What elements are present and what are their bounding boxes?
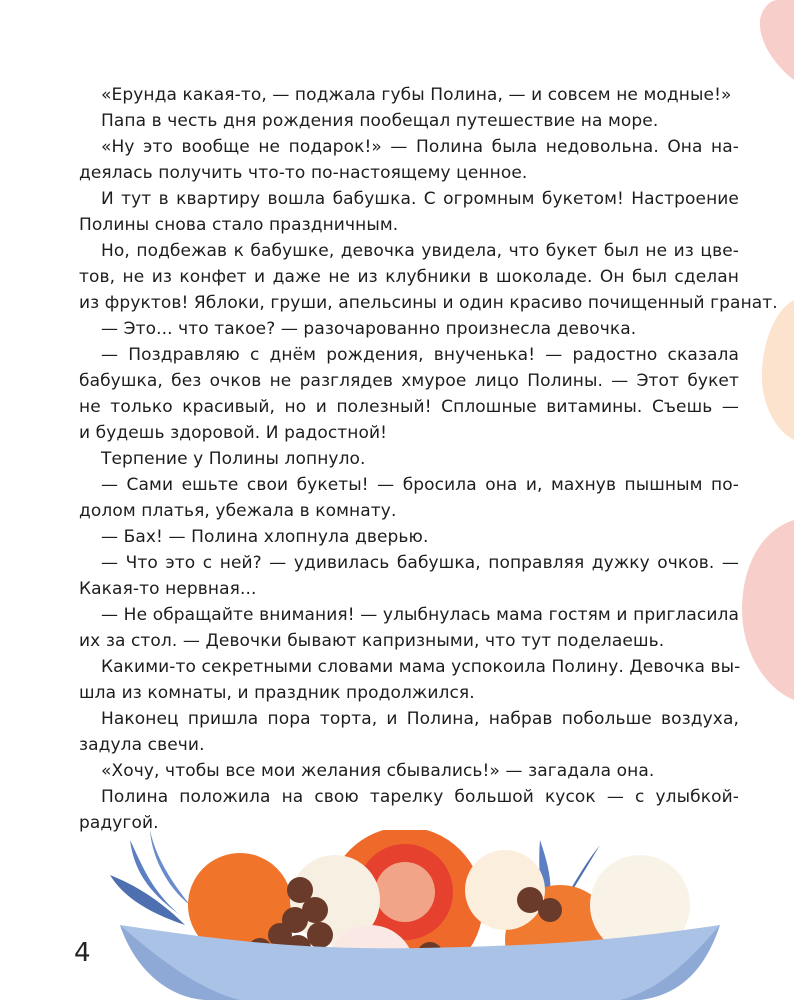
text-line: шла из комнаты, и праздник продолжился. bbox=[79, 683, 475, 703]
fruit-illustration-right-2 bbox=[738, 520, 794, 700]
text-line: «Ну это вообще не подарок!» — Полина была недовольна. Она на- bbox=[101, 137, 739, 157]
text-line: Полины снова стало праздничным. bbox=[79, 215, 399, 235]
text-line: тов, не из конфет и даже не из клубники в шоколаде. Он был сделан bbox=[79, 267, 739, 287]
text-line: Терпение у Полины лопнуло. bbox=[101, 449, 366, 469]
text-line: Но, подбежав к бабушке, девочка увидела, что букет был не из цве- bbox=[101, 241, 739, 261]
text-line: «Ерунда какая-то, — поджала губы Полина, — и совсем не модные!» bbox=[101, 85, 732, 105]
text-line: и будешь здоровой. И радостной! bbox=[79, 423, 388, 443]
text-line: — Не обращайте внимания! — улыбнулась мама гостям и пригласила bbox=[101, 605, 739, 625]
text-line: Наконец пришла пора торта, и Полина, набрав побольше воздуха, bbox=[101, 709, 739, 729]
text-line: И тут в квартиру вошла бабушка. С огромным букетом! Настроение bbox=[101, 189, 739, 209]
text-line: задула свечи. bbox=[79, 735, 205, 755]
text-line: — Бах! — Полина хлопнула дверью. bbox=[101, 527, 429, 547]
text-line: их за стол. — Девочки бывают капризными, что тут поделаешь. bbox=[79, 631, 665, 651]
text-line: — Поздравляю с днём рождения, внученька! — радостно сказала bbox=[101, 345, 739, 365]
text-line: радугой. bbox=[79, 813, 159, 833]
text-line: Папа в честь дня рождения пообещал путешествие на море. bbox=[101, 111, 659, 131]
text-line: Полина положила на свою тарелку большой кусок — с улыбкой- bbox=[101, 787, 739, 807]
text-line: бабушка, без очков не разглядев хмурое лицо Полины. — Этот букет bbox=[79, 371, 739, 391]
page-number: 4 bbox=[74, 938, 91, 968]
text-line: из фруктов! Яблоки, груши, апельсины и один красиво почищенный гранат. bbox=[79, 293, 778, 313]
text-line: — Сами ешьте свои букеты! — бросила она и, махнув пышным по- bbox=[101, 475, 739, 495]
fruit-illustration-right-1 bbox=[760, 300, 794, 440]
text-line: долом платья, убежала в комнату. bbox=[79, 501, 397, 521]
text-line: Какими-то секретными словами мама успокоила Полину. Девочка вы- bbox=[101, 657, 741, 677]
text-line: — Что это с ней? — удивилась бабушка, поправляя дужку очков. — bbox=[101, 553, 739, 573]
text-line: — Это... что такое? — разочарованно произнесла девочка. bbox=[101, 319, 637, 339]
petal-illustration-top bbox=[740, 0, 794, 90]
text-line: «Хочу, чтобы все мои желания сбывались!» — загадала она. bbox=[101, 761, 655, 781]
text-line: Какая-то нервная... bbox=[79, 579, 257, 599]
text-line: деялась получить что-то по-настоящему ценное. bbox=[79, 163, 528, 183]
text-line: не только красивый, но и полезный! Сплошные витамины. Съешь — bbox=[79, 397, 739, 417]
fruit-bowl-illustration bbox=[100, 830, 740, 1000]
